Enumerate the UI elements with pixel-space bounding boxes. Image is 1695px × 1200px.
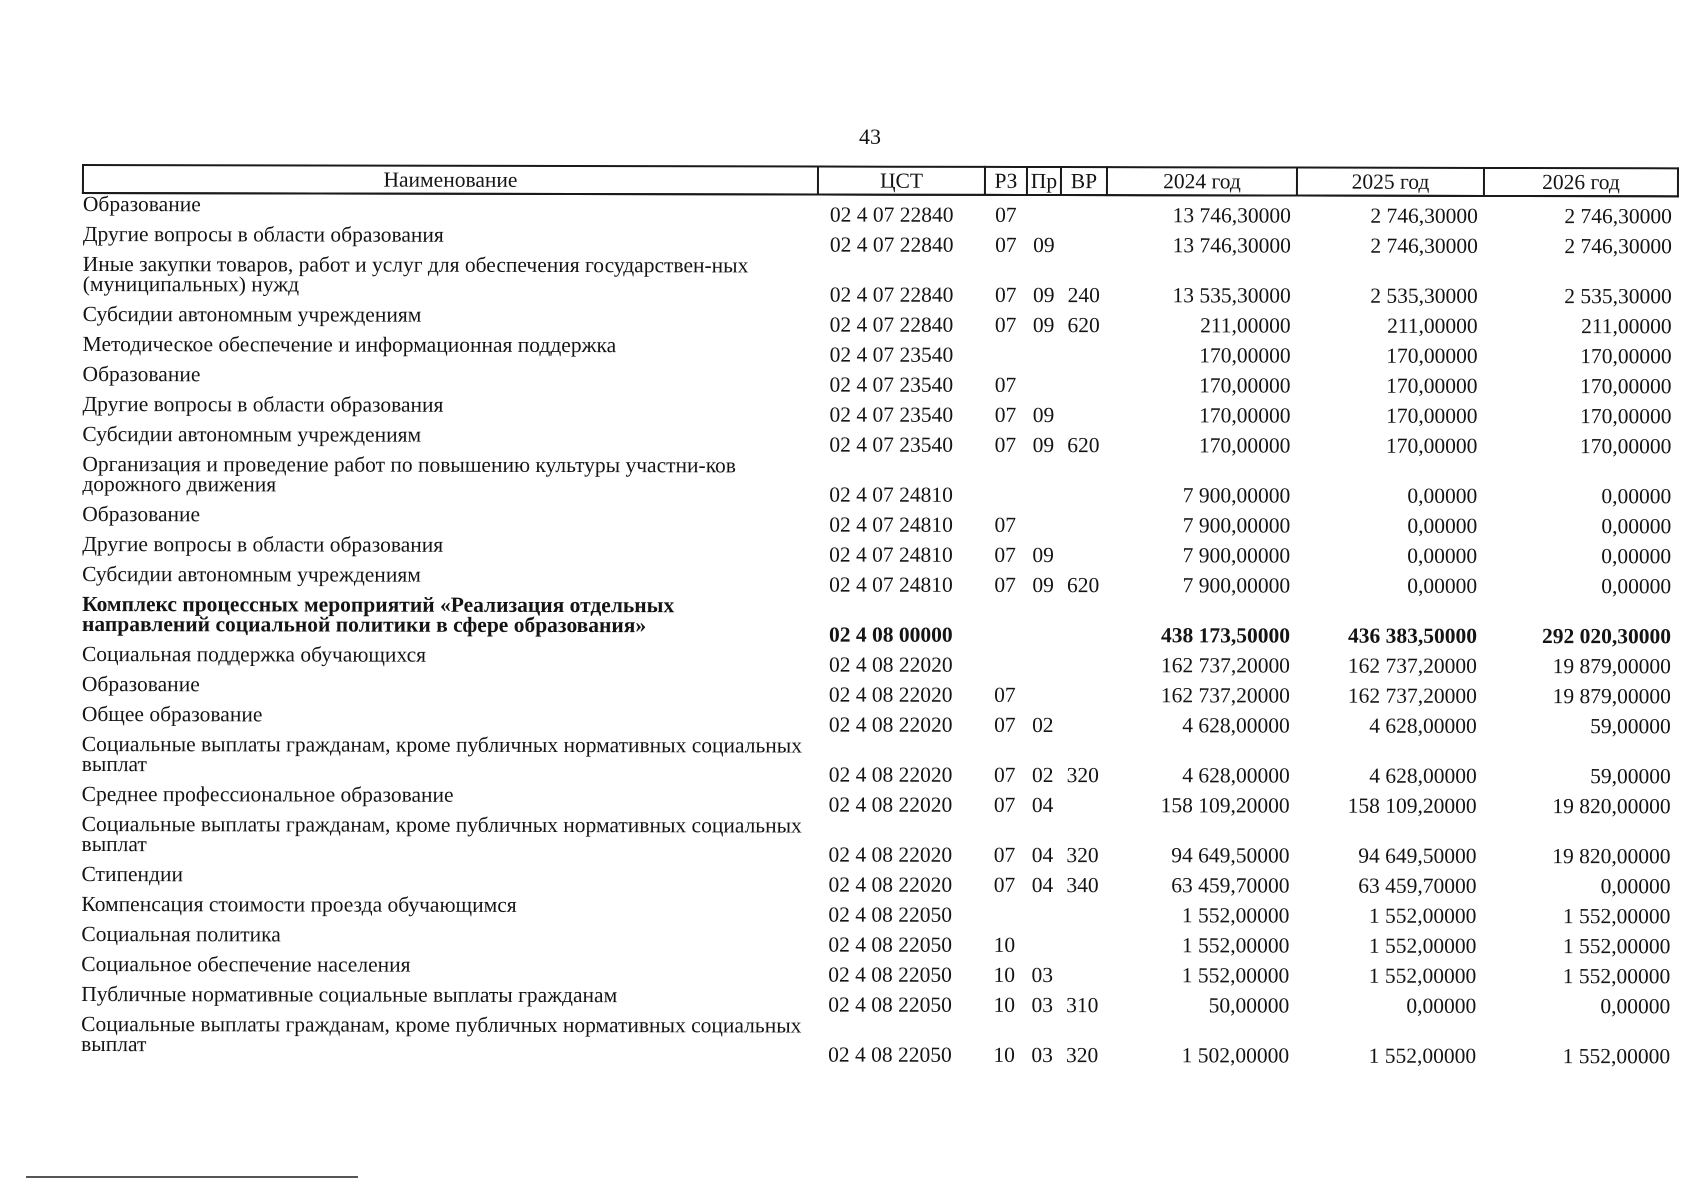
- row-pr-code: 09: [1033, 232, 1055, 258]
- row-vr-code: 320: [1066, 843, 1099, 868]
- row-value-2026: 0,00000: [1601, 484, 1672, 509]
- table-row: [82, 594, 1677, 647]
- row-value-2026: 19 879,00000: [1552, 654, 1671, 679]
- row-value-2025: 2 746,30000: [1370, 203, 1478, 228]
- row-vr-code: [1060, 706, 1106, 736]
- row-rz-code: 07: [995, 202, 1017, 227]
- row-value-2025: 2 535,30000: [1370, 283, 1478, 308]
- row-value-2025: 0,00000: [1407, 483, 1478, 508]
- row-vr-code: [1061, 226, 1107, 256]
- row-rz-code: 07: [994, 432, 1017, 457]
- page-number: 43: [859, 124, 881, 149]
- row-vr-code: [1060, 396, 1106, 426]
- row-rz-code: 07: [994, 312, 1017, 337]
- row-value-2025: 0,00000: [1407, 513, 1478, 538]
- row-vr-code: [1060, 456, 1106, 506]
- row-pr-code: [1027, 336, 1061, 366]
- row-value-2026: 170,00000: [1580, 434, 1672, 459]
- row-vr-code: 620: [1066, 573, 1100, 598]
- row-value-2026: 1 552,00000: [1562, 904, 1671, 929]
- row-vr-code: 620: [1067, 433, 1100, 458]
- row-vr-code: [1061, 336, 1107, 366]
- row-value-2026: 292 020,30000: [1541, 624, 1672, 649]
- row-value-2024: 7 900,00000: [1182, 543, 1291, 568]
- row-rz-code: [984, 456, 1026, 506]
- row-pr-code: 09: [1032, 312, 1055, 338]
- row-vr-code: 620: [1067, 313, 1100, 338]
- row-rz-code: 10: [993, 992, 1016, 1017]
- table-body: [81, 193, 1678, 1067]
- row-name: Другие вопросы в области образования: [82, 392, 444, 417]
- row-cst-code: 02 4 08 22020: [828, 872, 953, 897]
- row-value-2026: 211,00000: [1581, 314, 1672, 339]
- row-vr-code: [1060, 536, 1106, 566]
- row-name: Методическое обеспечение и информационная поддержка: [82, 332, 617, 358]
- row-pr-code: 04: [1031, 792, 1054, 818]
- row-value-2025: 170,00000: [1386, 433, 1478, 458]
- table-row: [81, 1014, 1676, 1067]
- row-rz-code: [984, 596, 1026, 646]
- row-pr-code: 09: [1032, 282, 1055, 308]
- row-name: Субсидии автономным учреждениям: [82, 302, 422, 327]
- row-value-2026: 0,00000: [1600, 994, 1671, 1019]
- row-pr-code: 03: [1031, 1042, 1053, 1068]
- table-row: [81, 894, 1676, 927]
- row-pr-code: [1025, 896, 1059, 926]
- header-name: Наименование: [83, 165, 818, 195]
- row-name: Образование: [82, 502, 201, 527]
- row-value-2026: 2 746,30000: [1564, 204, 1672, 229]
- row-rz-code: 07: [995, 232, 1017, 257]
- row-vr-code: [1061, 366, 1107, 396]
- header-vr: ВР: [1061, 167, 1107, 195]
- row-vr-code: [1060, 646, 1106, 676]
- row-cst-code: 02 4 08 22050: [828, 992, 952, 1017]
- row-cst-code: 02 4 07 22840: [829, 232, 954, 257]
- row-name: Компенсация стоимости проезда обучающимся: [81, 892, 517, 917]
- row-value-2025: 94 649,50000: [1358, 843, 1477, 868]
- row-value-2024: 94 649,50000: [1171, 843, 1290, 868]
- row-value-2025: 158 109,20000: [1347, 793, 1477, 818]
- row-name: Общее образование: [81, 702, 263, 727]
- row-value-2025: 63 459,70000: [1358, 873, 1477, 898]
- row-pr-code: 09: [1032, 402, 1055, 428]
- row-value-2024: 63 459,70000: [1171, 873, 1290, 898]
- row-cst-code: 02 4 07 22840: [829, 202, 954, 227]
- row-cst-code: 02 4 08 22020: [828, 762, 953, 787]
- row-pr-code: 04: [1031, 842, 1054, 868]
- row-pr-code: [1026, 456, 1060, 506]
- row-vr-code: 320: [1065, 1043, 1099, 1068]
- row-pr-code: 09: [1032, 572, 1054, 598]
- row-value-2025: 1 552,00000: [1368, 903, 1477, 928]
- row-pr-code: [1026, 506, 1060, 536]
- row-pr-code: [1026, 676, 1060, 706]
- row-value-2026: 59,00000: [1590, 764, 1671, 789]
- row-rz-code: 10: [993, 932, 1016, 957]
- row-pr-code: [1026, 596, 1060, 646]
- row-rz-code: 07: [994, 542, 1016, 567]
- row-value-2024: 7 900,00000: [1182, 513, 1291, 538]
- row-name: Социальные выплаты гражданам, кроме публичных нормативных социальных выплат: [81, 732, 803, 777]
- row-name: Другие вопросы в области образования: [82, 532, 444, 557]
- table-row: [83, 334, 1678, 367]
- row-cst-code: 02 4 08 22050: [828, 962, 952, 987]
- row-vr-code: [1060, 786, 1106, 816]
- row-pr-code: 02: [1031, 762, 1054, 788]
- row-rz-code: 07: [993, 872, 1016, 897]
- row-value-2025: 4 628,00000: [1369, 763, 1477, 788]
- row-value-2025: 0,00000: [1406, 993, 1477, 1018]
- row-cst-code: 02 4 07 23540: [829, 372, 954, 397]
- row-value-2024: 170,00000: [1199, 403, 1291, 428]
- row-value-2026: 19 879,00000: [1552, 684, 1671, 709]
- row-value-2024: 170,00000: [1199, 433, 1291, 458]
- row-rz-code: [983, 896, 1025, 926]
- row-value-2024: 162 737,20000: [1160, 683, 1290, 708]
- row-name: Комплекс процессных мероприятий «Реализация отдельных направлений социальной политики в сфере образования»: [82, 592, 675, 638]
- row-value-2026: 59,00000: [1590, 714, 1671, 739]
- row-value-2026: 0,00000: [1601, 514, 1672, 539]
- row-name: Субсидии автономным учреждениям: [82, 562, 421, 587]
- row-name: Социальное обеспечение населения: [81, 952, 411, 977]
- row-value-2024: 158 109,20000: [1160, 793, 1290, 818]
- row-value-2024: 4 628,00000: [1182, 763, 1290, 788]
- row-vr-code: 310: [1066, 993, 1099, 1018]
- row-value-2025: 170,00000: [1386, 403, 1478, 428]
- row-vr-code: [1060, 596, 1106, 646]
- row-rz-code: 07: [994, 512, 1017, 537]
- row-rz-code: 07: [994, 282, 1017, 307]
- row-cst-code: 02 4 07 23540: [829, 402, 954, 427]
- header-2025: 2025 год: [1297, 168, 1484, 196]
- table-header: [83, 165, 1678, 196]
- row-value-2025: 170,00000: [1386, 343, 1478, 368]
- row-rz-code: 07: [993, 792, 1016, 817]
- row-vr-code: [1060, 676, 1106, 706]
- row-value-2025: 2 746,30000: [1370, 233, 1478, 258]
- row-pr-code: 04: [1031, 872, 1054, 898]
- row-cst-code: 02 4 07 24810: [829, 572, 953, 597]
- row-vr-code: [1059, 926, 1105, 956]
- row-name: Стипендии: [81, 862, 184, 887]
- row-value-2024: 13 535,30000: [1172, 283, 1291, 308]
- row-value-2024: 1 552,00000: [1181, 963, 1290, 988]
- row-rz-code: 07: [994, 372, 1017, 397]
- row-rz-code: [984, 646, 1026, 676]
- row-value-2024: 13 746,30000: [1172, 233, 1291, 258]
- header-pr: Пр: [1027, 167, 1061, 195]
- row-cst-code: 02 4 08 22050: [828, 902, 953, 927]
- row-rz-code: 07: [994, 402, 1017, 427]
- row-name: Социальные выплаты гражданам, кроме публичных нормативных социальных выплат: [81, 1012, 802, 1057]
- row-rz-code: 10: [993, 962, 1016, 987]
- row-value-2025: 162 737,20000: [1347, 683, 1477, 708]
- row-value-2026: 1 552,00000: [1562, 934, 1671, 959]
- row-pr-code: 03: [1031, 962, 1054, 988]
- row-value-2024: 1 502,00000: [1181, 1043, 1290, 1068]
- row-rz-code: 07: [994, 712, 1016, 737]
- row-pr-code: 03: [1031, 992, 1054, 1018]
- row-rz-code: 07: [994, 572, 1016, 597]
- row-vr-code: [1060, 506, 1106, 536]
- row-value-2024: 211,00000: [1200, 313, 1291, 338]
- row-vr-code: [1061, 195, 1107, 226]
- row-value-2025: 436 383,50000: [1347, 623, 1478, 648]
- row-rz-code: 07: [993, 762, 1016, 787]
- row-vr-code: 240: [1067, 283, 1100, 308]
- row-cst-code: 02 4 07 23540: [829, 432, 954, 457]
- row-value-2024: 7 900,00000: [1182, 483, 1291, 508]
- row-value-2024: 162 737,20000: [1160, 653, 1290, 678]
- row-value-2026: 2 746,30000: [1564, 234, 1672, 259]
- row-name: Социальная поддержка обучающихся: [81, 642, 427, 667]
- row-name: Среднее профессиональное образование: [81, 782, 454, 807]
- budget-table: [80, 164, 1679, 1067]
- table-row: [82, 734, 1677, 787]
- row-value-2026: 19 820,00000: [1552, 844, 1671, 869]
- row-pr-code: [1027, 366, 1061, 396]
- row-cst-code: 02 4 07 23540: [829, 342, 954, 367]
- row-value-2026: 0,00000: [1601, 574, 1672, 599]
- row-vr-code: 320: [1066, 763, 1099, 788]
- row-value-2024: 170,00000: [1199, 343, 1291, 368]
- table-row: [83, 254, 1678, 307]
- row-cst-code: 02 4 08 22050: [828, 932, 953, 957]
- row-cst-code: 02 4 08 22020: [828, 792, 953, 817]
- row-value-2026: 170,00000: [1580, 374, 1672, 399]
- row-rz-code: [985, 336, 1027, 366]
- row-cst-code: 02 4 08 22020: [828, 682, 953, 707]
- table-row: [82, 674, 1677, 707]
- row-value-2024: 13 746,30000: [1172, 203, 1291, 228]
- row-vr-code: [1059, 896, 1105, 926]
- row-value-2026: 170,00000: [1580, 344, 1672, 369]
- row-value-2025: 1 552,00000: [1368, 963, 1477, 988]
- row-value-2025: 1 552,00000: [1368, 933, 1477, 958]
- row-vr-code: [1059, 956, 1105, 986]
- row-cst-code: 02 4 07 24810: [829, 542, 953, 567]
- row-rz-code: 07: [993, 842, 1016, 867]
- row-value-2026: 0,00000: [1601, 544, 1672, 569]
- row-value-2026: 1 552,00000: [1562, 964, 1671, 989]
- row-pr-code: 09: [1032, 542, 1054, 568]
- row-name: Другие вопросы в области образования: [82, 222, 444, 247]
- header-cst: ЦСТ: [818, 167, 985, 195]
- row-value-2024: 7 900,00000: [1182, 573, 1291, 598]
- row-name: Иные закупки товаров, работ и услуг для обеспечения государствен-ных (муниципальных) нужд: [82, 252, 749, 297]
- row-value-2025: 0,00000: [1407, 543, 1478, 568]
- row-value-2024: 438 173,50000: [1160, 623, 1291, 648]
- row-pr-code: [1027, 195, 1061, 226]
- row-rz-code: 07: [994, 682, 1016, 707]
- row-value-2026: 19 820,00000: [1552, 794, 1671, 819]
- row-pr-code: 02: [1032, 712, 1054, 738]
- row-cst-code: 02 4 08 22020: [828, 842, 953, 867]
- row-cst-code: 02 4 07 24810: [829, 512, 953, 537]
- row-name: Образование: [81, 672, 200, 697]
- row-value-2026: 0,00000: [1600, 874, 1671, 899]
- row-value-2024: 4 628,00000: [1182, 713, 1290, 738]
- row-cst-code: 02 4 08 22020: [828, 712, 953, 737]
- row-pr-code: 09: [1032, 432, 1055, 458]
- row-value-2025: 162 737,20000: [1347, 653, 1477, 678]
- row-value-2026: 1 552,00000: [1562, 1044, 1671, 1069]
- row-rz-code: 10: [993, 1042, 1015, 1067]
- row-cst-code: 02 4 07 24810: [829, 482, 953, 507]
- header-rz: РЗ: [985, 167, 1027, 195]
- row-value-2026: 170,00000: [1580, 404, 1672, 429]
- table-row: [82, 454, 1677, 507]
- row-value-2024: 170,00000: [1199, 373, 1291, 398]
- row-value-2024: 50,00000: [1208, 993, 1290, 1018]
- header-2024: 2024 год: [1107, 167, 1297, 195]
- row-value-2025: 211,00000: [1387, 313, 1478, 338]
- table-row: [82, 644, 1677, 677]
- row-name: Образование: [82, 192, 201, 217]
- row-name: Организация и проведение работ по повышению культуры участни-ков дорожного движения: [82, 452, 737, 497]
- row-pr-code: [1025, 926, 1059, 956]
- row-cst-code: 02 4 07 22840: [829, 312, 954, 337]
- row-vr-code: 340: [1066, 873, 1099, 898]
- row-value-2024: 1 552,00000: [1181, 933, 1290, 958]
- table-row: [82, 814, 1677, 867]
- row-cst-code: 02 4 08 22020: [828, 652, 953, 677]
- row-pr-code: [1026, 646, 1060, 676]
- row-cst-code: 02 4 07 22840: [829, 282, 954, 307]
- footer-rule: [26, 1176, 358, 1178]
- row-cst-code: 02 4 08 22050: [828, 1042, 952, 1067]
- row-cst-code: 02 4 08 00000: [828, 622, 953, 647]
- row-value-2025: 170,00000: [1386, 373, 1478, 398]
- row-value-2025: 0,00000: [1407, 573, 1478, 598]
- row-name: Образование: [82, 362, 201, 387]
- header-2026: 2026 год: [1484, 168, 1678, 196]
- row-name: Публичные нормативные социальные выплаты гражданам: [81, 982, 618, 1008]
- row-name: Субсидии автономным учреждениям: [82, 422, 422, 447]
- row-name: Социальные выплаты гражданам, кроме публичных нормативных социальных выплат: [81, 812, 802, 857]
- row-value-2026: 2 535,30000: [1564, 284, 1672, 309]
- row-value-2025: 4 628,00000: [1369, 713, 1477, 738]
- row-name: Социальная политика: [81, 922, 281, 947]
- row-value-2025: 1 552,00000: [1368, 1043, 1477, 1068]
- row-value-2024: 1 552,00000: [1181, 903, 1290, 928]
